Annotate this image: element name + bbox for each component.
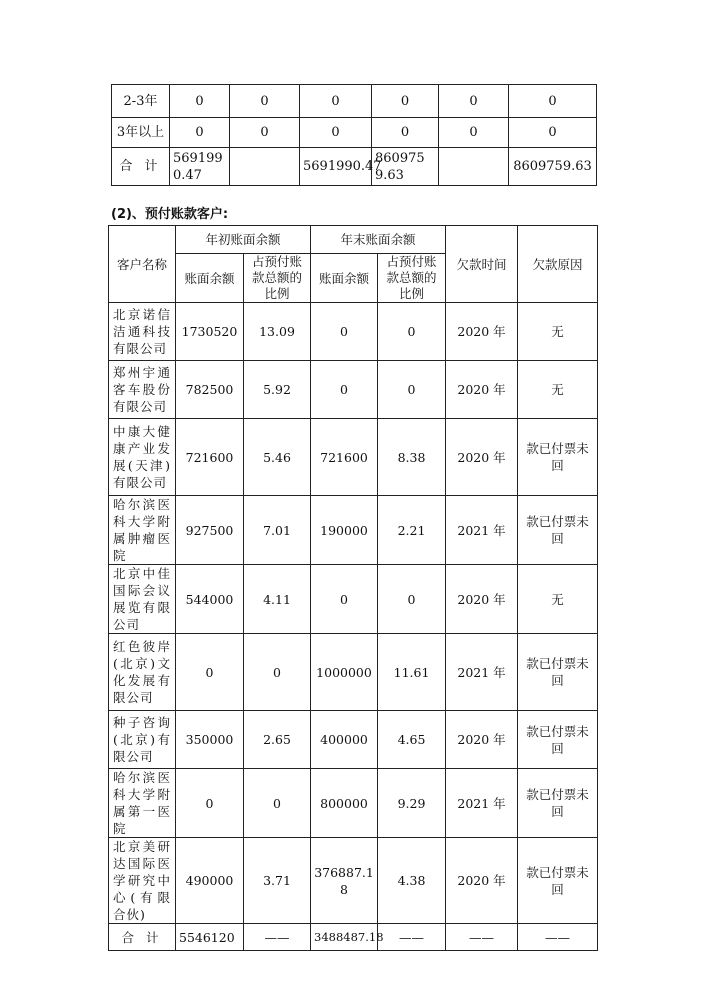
table-row [109,769,598,838]
end-ratio: 4.65 [378,711,446,769]
table-row [109,711,598,769]
begin-ratio: 2.65 [244,711,311,769]
debt-reason: 款已付票未回 [518,496,598,565]
debt-reason: 款已付票未回 [518,634,598,711]
table-cell: 0 [439,118,509,148]
debt-reason: 款已付票未回 [518,419,598,496]
customer-name: 中康大健康产业发展(天津)有限公司 [109,419,176,496]
total-label: 合 计 [112,148,170,186]
begin-ratio: 4.11 [244,565,311,634]
header-customer: 客户名称 [109,226,176,303]
customer-name: 种子咨询(北京)有限公司 [109,711,176,769]
end-balance: 1000000 [311,634,378,711]
debt-time: 2021 年 [446,634,518,711]
begin-balance: 350000 [176,711,244,769]
total-time: —— [446,924,518,951]
debt-reason: 款已付票未回 [518,769,598,838]
customer-name: 红色彼岸(北京)文化发展有限公司 [109,634,176,711]
end-balance: 190000 [311,496,378,565]
end-balance: 376887.18 [311,838,378,924]
end-ratio: 0 [378,303,446,361]
debt-time: 2020 年 [446,838,518,924]
end-balance: 800000 [311,769,378,838]
debt-reason: 无 [518,565,598,634]
end-ratio: 2.21 [378,496,446,565]
debt-time: 2020 年 [446,711,518,769]
begin-ratio: 0 [244,634,311,711]
section-heading: (2)、预付账款客户: [111,207,229,222]
end-balance: 400000 [311,711,378,769]
debt-time: 2020 年 [446,361,518,419]
customer-name: 郑州宇通客车股份有限公司 [109,361,176,419]
begin-balance: 721600 [176,419,244,496]
begin-ratio: 3.71 [244,838,311,924]
table-cell: 0 [509,118,597,148]
debt-time: 2021 年 [446,496,518,565]
end-ratio: 8.38 [378,419,446,496]
customer-name: 哈尔滨医科大学附属第一医院 [109,769,176,838]
table-row [109,496,598,565]
table-cell: 5691990.47 [170,148,230,186]
begin-ratio: 0 [244,769,311,838]
begin-ratio: 5.46 [244,419,311,496]
table-row [109,634,598,711]
header-debt-reason: 欠款原因 [518,226,598,303]
end-ratio: 0 [378,361,446,419]
begin-ratio: 13.09 [244,303,311,361]
table-row [109,303,598,361]
debt-reason: 款已付票未回 [518,711,598,769]
table-cell: 0 [372,85,439,118]
table-cell: 8609759.63 [509,148,597,186]
table-row [112,118,597,148]
begin-ratio: 5.92 [244,361,311,419]
customer-name: 北京美研达国际医学研究中心(有限合伙) [109,838,176,924]
begin-balance: 0 [176,769,244,838]
end-ratio: 0 [378,565,446,634]
table-cell: 0 [230,118,300,148]
header-begin-ratio: 占预付账款总额的比例 [244,254,311,303]
header-begin-balance-group: 年初账面余额 [176,226,311,254]
begin-balance: 927500 [176,496,244,565]
total-reason: —— [518,924,598,951]
table-cell: 0 [509,85,597,118]
table-row [109,838,598,924]
header-end-ratio: 占预付账款总额的比例 [378,254,446,303]
table-row [109,565,598,634]
debt-reason: 无 [518,361,598,419]
header-begin-book-balance: 账面余额 [176,254,244,303]
total-begin-ratio: —— [244,924,311,951]
end-ratio: 9.29 [378,769,446,838]
table-cell [439,148,509,186]
table-cell [230,148,300,186]
header-debt-time: 欠款时间 [446,226,518,303]
begin-balance: 490000 [176,838,244,924]
table-cell: 0 [170,118,230,148]
end-ratio: 11.61 [378,634,446,711]
table-cell: 8609759.63 [372,148,439,186]
table-cell: 0 [300,85,372,118]
begin-balance: 544000 [176,565,244,634]
table-row [112,85,597,118]
table-row [109,361,598,419]
total-begin-balance: 5546120 [176,924,244,951]
row-label: 2-3年 [112,85,170,118]
total-row [109,924,598,951]
row-label: 3年以上 [112,118,170,148]
header-row [109,226,598,254]
debt-time: 2020 年 [446,565,518,634]
prepayment-customer-table [108,225,598,951]
end-balance: 0 [311,565,378,634]
table-cell: 0 [170,85,230,118]
debt-reason: 无 [518,303,598,361]
header-end-balance-group: 年末账面余额 [311,226,446,254]
aging-table-continued [111,84,597,186]
end-balance: 721600 [311,419,378,496]
debt-time: 2020 年 [446,419,518,496]
total-end-ratio: —— [378,924,446,951]
table-cell: 5691990.47 [300,148,372,186]
end-balance: 0 [311,303,378,361]
total-label: 合 计 [109,924,176,951]
begin-ratio: 7.01 [244,496,311,565]
table-cell: 0 [230,85,300,118]
customer-name: 北京中佳国际会议展览有限公司 [109,565,176,634]
table-cell: 0 [439,85,509,118]
begin-balance: 782500 [176,361,244,419]
total-row [112,148,597,186]
debt-time: 2020 年 [446,303,518,361]
header-end-book-balance: 账面余额 [311,254,378,303]
debt-reason: 款已付票未回 [518,838,598,924]
table-cell: 0 [300,118,372,148]
begin-balance: 1730520 [176,303,244,361]
customer-name: 哈尔滨医科大学附属肿瘤医院 [109,496,176,565]
debt-time: 2021 年 [446,769,518,838]
table-row [109,419,598,496]
end-balance: 0 [311,361,378,419]
total-end-balance: 3488487.18 [311,924,378,951]
end-ratio: 4.38 [378,838,446,924]
table-cell: 0 [372,118,439,148]
customer-name: 北京诺信洁通科技有限公司 [109,303,176,361]
begin-balance: 0 [176,634,244,711]
